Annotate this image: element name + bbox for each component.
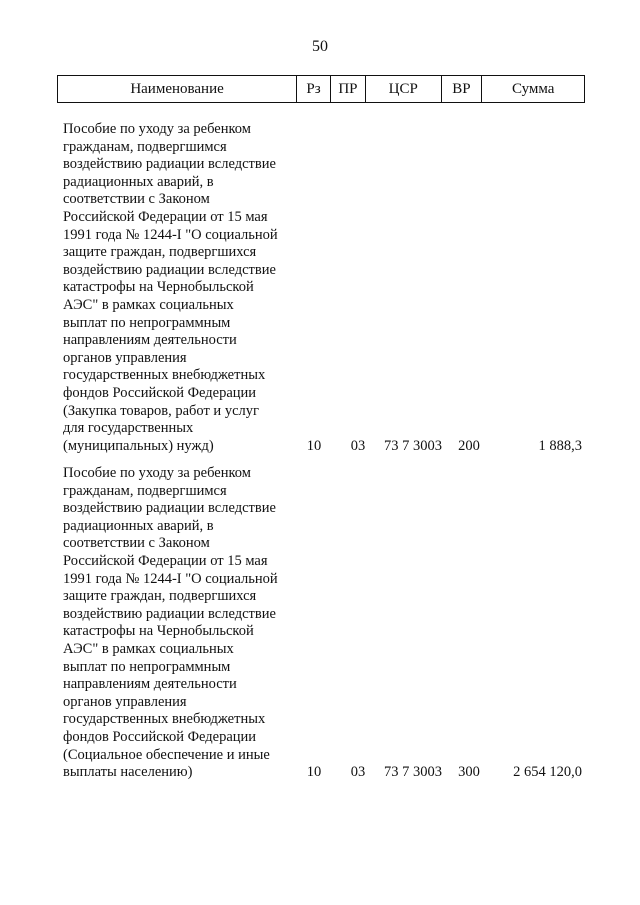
row-name-line: соответствии с Законом — [63, 535, 210, 552]
row-name-line: Российской Федерации от 15 мая — [63, 208, 268, 225]
row-name-line: органов управления — [63, 693, 187, 710]
row-name-line: (Закупка товаров, работ и услуг — [63, 402, 259, 419]
row-name-line: фондов Российской Федерации — [63, 728, 257, 745]
table-header — [57, 75, 585, 103]
row-name-line: (Социальное обеспечение и иные — [63, 746, 270, 763]
row-name-line: 1991 года № 1244-I "О социальной — [63, 570, 278, 587]
row-name-line: защите граждан, подвергшихся — [63, 588, 257, 605]
row-sum: 1 888,3 — [538, 437, 582, 454]
row-vr: 300 — [458, 764, 480, 781]
header-vr: ВР — [442, 76, 483, 102]
row-name — [63, 121, 299, 455]
row-name-line: АЭС" в рамках социальных — [63, 296, 234, 313]
row-name-line: направлениям деятельности — [63, 332, 237, 349]
row-name-line: 1991 года № 1244-I "О социальной — [63, 226, 278, 243]
row-name-line: (муниципальных) нужд) — [63, 437, 214, 454]
row-pr: 03 — [350, 764, 366, 781]
header-rz: Рз — [297, 76, 331, 102]
header-pr: ПР — [331, 76, 366, 102]
row-pr: 03 — [350, 437, 366, 454]
row-name-line: соответствии с Законом — [63, 191, 210, 208]
row-name-line: выплат по непрограммным — [63, 658, 231, 675]
page-number: 50 — [312, 38, 328, 55]
row-name-line: радиационных аварий, в — [63, 517, 214, 534]
row-name-line: направлениям деятельности — [63, 676, 237, 693]
row-name-line: АЭС" в рамках социальных — [63, 640, 234, 657]
header-name: Наименование — [58, 76, 297, 102]
row-sum: 2 654 120,0 — [513, 764, 582, 781]
row-name-line: воздействию радиации вследствие — [63, 261, 276, 278]
row-name — [63, 465, 299, 782]
row-rz: 10 — [306, 764, 322, 781]
row-name-line: воздействию радиации вследствие — [63, 156, 276, 173]
row-csr: 73 7 3003 — [384, 764, 442, 781]
row-name-line: выплат по непрограммным — [63, 314, 231, 331]
row-name-line: воздействию радиации вследствие — [63, 500, 276, 517]
row-csr: 73 7 3003 — [384, 437, 442, 454]
row-name-line: защите граждан, подвергшихся — [63, 244, 257, 261]
row-name-line: катастрофы на Чернобыльской — [63, 279, 254, 296]
row-name-line: государственных внебюджетных — [63, 367, 266, 384]
row-name-line: гражданам, подвергшимся — [63, 138, 227, 155]
header-csr: ЦСР — [366, 76, 442, 102]
row-name-line: катастрофы на Чернобыльской — [63, 623, 254, 640]
row-name-line: радиационных аварий, в — [63, 173, 214, 190]
row-name-line: гражданам, подвергшимся — [63, 482, 227, 499]
row-name-line: фондов Российской Федерации — [63, 384, 257, 401]
row-vr: 200 — [458, 437, 480, 454]
row-name-line: для государственных — [63, 420, 194, 437]
row-rz: 10 — [306, 437, 322, 454]
row-name-line: Российской Федерации от 15 мая — [63, 552, 268, 569]
row-name-line: Пособие по уходу за ребенком — [63, 465, 251, 481]
row-name-line: государственных внебюджетных — [63, 711, 266, 728]
row-name-line: органов управления — [63, 349, 187, 366]
header-sum: Сумма — [511, 80, 555, 97]
row-name-line: воздействию радиации вследствие — [63, 605, 276, 622]
row-name-line: Пособие по уходу за ребенком — [63, 121, 251, 137]
row-name-line: выплаты населению) — [63, 764, 193, 781]
